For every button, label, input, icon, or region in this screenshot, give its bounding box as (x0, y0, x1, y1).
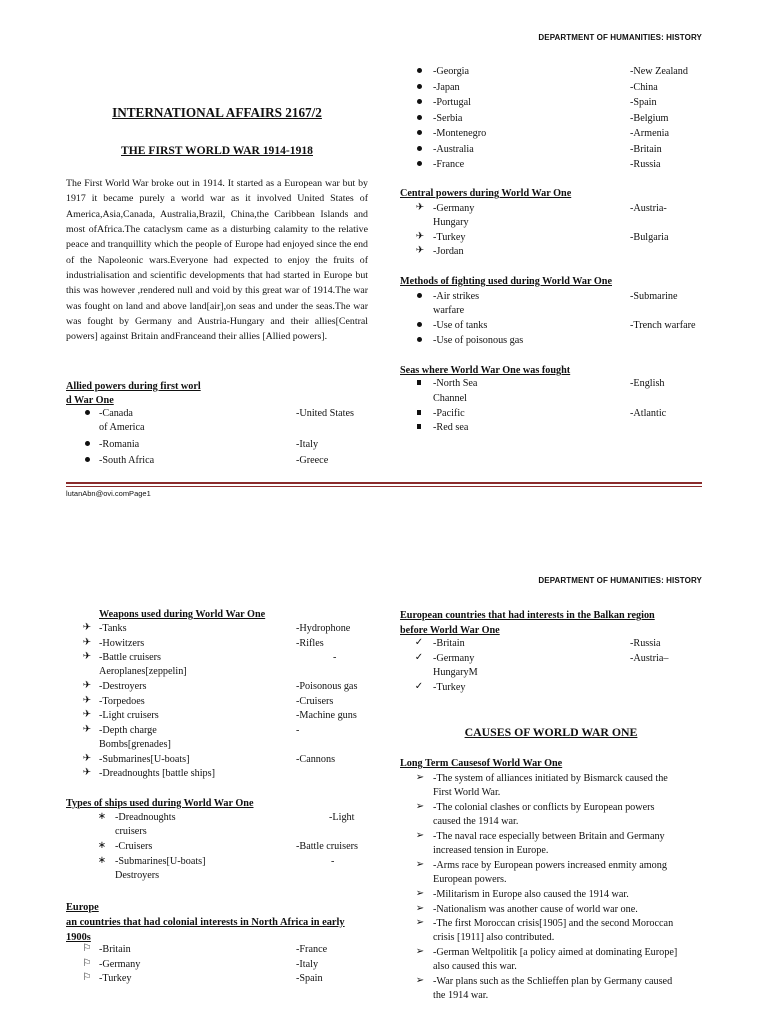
list-item: -Turkey (433, 682, 466, 693)
list-item: -German Weltpolitik [a policy aimed at dominating Europe] (433, 946, 678, 958)
arrow-bullet-icon: ✈ (82, 752, 92, 764)
list-item: -Georgia (433, 66, 470, 77)
bullet-icon (81, 454, 93, 465)
checkmark-bullet-icon: ✓ (414, 637, 424, 648)
list-item: -Depth charge (99, 724, 157, 736)
arrow-bullet-icon: ✈ (82, 636, 92, 648)
page-header: DEPARTMENT OF HUMANITIES: HISTORY (538, 33, 702, 42)
arrowhead-bullet-icon: ➢ (415, 945, 425, 957)
list-item: -Austria- (630, 203, 667, 214)
list-item: -Germany (433, 203, 475, 214)
page-footer: lutanAbn@ovi.comPage1 (66, 489, 151, 498)
asterisk-bullet-icon: ∗ (97, 855, 107, 866)
list-item: -Germany (433, 653, 475, 664)
list-item: -Militarism in Europe also caused the 1914 war. (433, 888, 629, 900)
arrow-bullet-icon: ✈ (415, 245, 425, 256)
arrowhead-bullet-icon: ➢ (415, 858, 425, 870)
list-item: -Machine guns (296, 710, 357, 721)
allied-heading: Allied powers during first worl d War One (66, 381, 201, 406)
list-item: -Pacific (433, 408, 465, 419)
arrow-bullet-icon: ✈ (415, 231, 425, 242)
arrow-bullet-icon: ✈ (82, 651, 92, 662)
list-item: -Greece (296, 455, 329, 466)
list-item: -Turkey (99, 973, 132, 984)
list-item-continuation: the 1914 war. (433, 989, 489, 1001)
arrowhead-bullet-icon: ➢ (415, 800, 425, 812)
list-item: -Spain (630, 97, 657, 108)
list-item: -Red sea (433, 422, 469, 433)
list-item: -Atlantic (630, 408, 667, 419)
flag-bullet-icon: ⚐ (82, 958, 92, 969)
list-item: -Spain (296, 973, 323, 984)
bullet-icon (413, 290, 425, 301)
square-bullet-icon (413, 421, 425, 432)
africa-heading: Europe an countries that had colonial interests in North Africa in early 1900s (66, 902, 345, 943)
list-item: -Japan (433, 81, 460, 93)
list-item: -France (433, 159, 465, 170)
list-item: -The first Moroccan crisis[1905] and the second Moroccan (433, 917, 674, 929)
bullet-icon (413, 65, 425, 76)
list-item: -Light (329, 812, 355, 823)
list-item: -Montenegro (433, 128, 487, 139)
list-item: -Submarines[U-boats] (99, 753, 190, 765)
list-item-continuation: European powers. (433, 873, 507, 885)
footer-rule (66, 486, 702, 487)
list-item-continuation: warfare (433, 305, 465, 316)
list-item: -Italy (296, 439, 319, 450)
list-item: -Australia (433, 143, 474, 155)
arrow-bullet-icon: ✈ (82, 723, 92, 735)
list-item: -Destroyers (99, 681, 147, 692)
list-item-continuation: of America (99, 422, 145, 433)
arrow-bullet-icon: ✈ (82, 680, 92, 691)
list-item: -Battle cruisers (99, 652, 161, 663)
intro-paragraph: The First World War broke out in 1914. It started as a European war but by 1917 it became purely a world war as it involved United States of America,Asia,Canada, Australia,Brazil, China,the Caribbean Islands and most ofAfrica.The cataclysm came as a disturbing calamity to the relative peace and tranquillity which the people of Europe had enjoyed since the end of the Napoleonic wars.Everyone had expected to enjoy the fruits of industrialisation and scientific developments that had started in Europe but this was however ,rendered null and void by this great war of 1914.The war was fought on land and above land[air],on seas and under the seas.The war was fought by Germany and Austria-Hungary and their allies[Central powers] against Britain andFranceand their allies [Allied powers]. (66, 178, 368, 343)
arrowhead-bullet-icon: ➢ (415, 902, 425, 914)
bullet-icon (413, 143, 425, 154)
checkmark-bullet-icon: ✓ (414, 681, 424, 692)
list-item: -Britain (630, 143, 662, 155)
list-item: -Britain (99, 944, 131, 955)
list-item-continuation: Aeroplanes[zeppelin] (99, 666, 187, 677)
list-item: -Belgium (630, 112, 669, 124)
list-item-continuation: caused the 1914 war. (433, 815, 519, 827)
list-item: -New Zealand (630, 66, 688, 77)
page-2 (0, 560, 768, 1024)
list-item-continuation: Channel (433, 393, 467, 404)
arrowhead-bullet-icon: ➢ (415, 829, 425, 841)
asterisk-bullet-icon: ∗ (97, 840, 107, 851)
arrowhead-bullet-icon: ➢ (415, 887, 425, 899)
list-item: -Howitzers (99, 637, 145, 649)
list-item-continuation: First World War. (433, 786, 501, 798)
list-item: -United States (296, 408, 355, 419)
bullet-icon (413, 334, 425, 345)
flag-bullet-icon: ⚐ (82, 972, 92, 983)
list-item: -Tanks (99, 623, 127, 634)
list-item: -Austria– (630, 653, 669, 664)
list-item-continuation: increased tension in Europe. (433, 844, 549, 856)
list-item: -Portugal (433, 97, 471, 108)
seas-heading: Seas where World War One was fought (400, 365, 571, 376)
asterisk-bullet-icon: ∗ (97, 811, 107, 822)
list-item-continuation: Hungary (433, 217, 469, 228)
list-item: -Russia (630, 638, 661, 649)
page-header: DEPARTMENT OF HUMANITIES: HISTORY (538, 576, 702, 585)
arrow-bullet-icon: ✈ (82, 709, 92, 720)
square-bullet-icon (413, 407, 425, 418)
list-item: -Light cruisers (99, 710, 159, 721)
list-item: -Rifles (296, 637, 324, 649)
list-item: -Germany (99, 959, 141, 970)
bullet-icon (413, 96, 425, 107)
arrowhead-bullet-icon: ➢ (415, 974, 425, 986)
arrow-bullet-icon: ✈ (82, 767, 92, 778)
bullet-icon (413, 158, 425, 169)
weapons-heading: Weapons used during World War One (99, 609, 266, 620)
list-item: -North Sea (433, 378, 478, 389)
list-item: -Air strikes (433, 291, 480, 302)
balkan-heading: European countries that had interests in the Balkan region before World War One (400, 610, 655, 636)
ships-heading: Types of ships used during World War One (66, 798, 254, 809)
list-item: -Torpedoes (99, 695, 145, 707)
list-item: -Romania (99, 439, 140, 450)
footer-rule (66, 482, 702, 484)
list-item: -Italy (296, 959, 319, 970)
list-item: -Armenia (630, 128, 670, 139)
list-item: -Britain (433, 638, 465, 649)
square-bullet-icon (413, 377, 425, 388)
list-item-continuation: crisis [1911] also contributed. (433, 931, 555, 943)
list-item: - (296, 724, 300, 736)
list-item: -The system of alliances initiated by Bismarck caused the (433, 772, 668, 784)
list-item: -Russia (630, 159, 661, 170)
list-item: -Arms race by European powers increased enmity among (433, 859, 667, 871)
list-item: -Dreadnoughts (115, 812, 176, 823)
list-item: -Nationalism was another cause of world war one. (433, 903, 638, 915)
bullet-icon (81, 438, 93, 449)
arrow-bullet-icon: ✈ (415, 202, 425, 213)
list-item-continuation: also caused this war. (433, 960, 517, 972)
arrow-bullet-icon: ✈ (82, 694, 92, 706)
bullet-icon (413, 112, 425, 123)
checkmark-bullet-icon: ✓ (414, 652, 424, 663)
arrow-bullet-icon: ✈ (82, 622, 92, 633)
document-title: INTERNATIONAL AFFAIRS 2167/2 (112, 105, 322, 120)
list-item: -Dreadnoughts [battle ships] (99, 768, 215, 779)
list-item: - (331, 856, 335, 867)
list-item: -Trench warfare (630, 320, 696, 331)
list-item: -China (630, 81, 658, 93)
bullet-icon (413, 319, 425, 330)
list-item: -South Africa (99, 455, 155, 466)
list-item: -France (296, 944, 328, 955)
list-item: -Battle cruisers (296, 841, 358, 852)
central-heading: Central powers during World War One (400, 188, 572, 199)
list-item: -English (630, 378, 665, 389)
list-item: -The naval race especially between Britain and Germany (433, 830, 665, 842)
list-item: -Use of tanks (433, 320, 488, 331)
list-item-continuation: cruisers (115, 826, 147, 837)
list-item: -Bulgaria (630, 232, 669, 243)
bullet-icon (81, 407, 93, 418)
arrowhead-bullet-icon: ➢ (415, 916, 425, 928)
list-item: -The colonial clashes or conflicts by European powers (433, 801, 655, 813)
list-item: -Turkey (433, 232, 466, 243)
list-item: - (333, 652, 337, 663)
list-item: -Cruisers (296, 695, 334, 707)
list-item: -Canada (99, 408, 133, 419)
long-term-heading: Long Term Causesof World War One (400, 758, 563, 769)
list-item: -Hydrophone (296, 623, 351, 634)
list-item: -Cannons (296, 753, 336, 765)
causes-title: CAUSES OF WORLD WAR ONE (464, 725, 638, 739)
document-subtitle: THE FIRST WORLD WAR 1914-1918 (121, 144, 313, 157)
methods-heading: Methods of fighting used during World War One (400, 276, 612, 287)
list-item: -Jordan (433, 246, 464, 257)
bullet-icon (413, 81, 425, 92)
flag-bullet-icon: ⚐ (82, 943, 92, 954)
arrowhead-bullet-icon: ➢ (415, 771, 425, 783)
bullet-icon (413, 127, 425, 138)
list-item: -Poisonous gas (296, 681, 358, 692)
list-item-continuation: Bombs[grenades] (99, 738, 171, 750)
list-item: -Submarine (630, 291, 678, 302)
list-item-continuation: HungaryM (433, 667, 478, 678)
list-item: -Cruisers (115, 841, 153, 852)
list-item: -Submarines[U-boats] (115, 856, 206, 867)
list-item: -War plans such as the Schlieffen plan by Germany caused (433, 975, 673, 987)
list-item-continuation: Destroyers (115, 870, 160, 881)
list-item: -Use of poisonous gas (433, 335, 524, 346)
list-item: -Serbia (433, 112, 463, 124)
